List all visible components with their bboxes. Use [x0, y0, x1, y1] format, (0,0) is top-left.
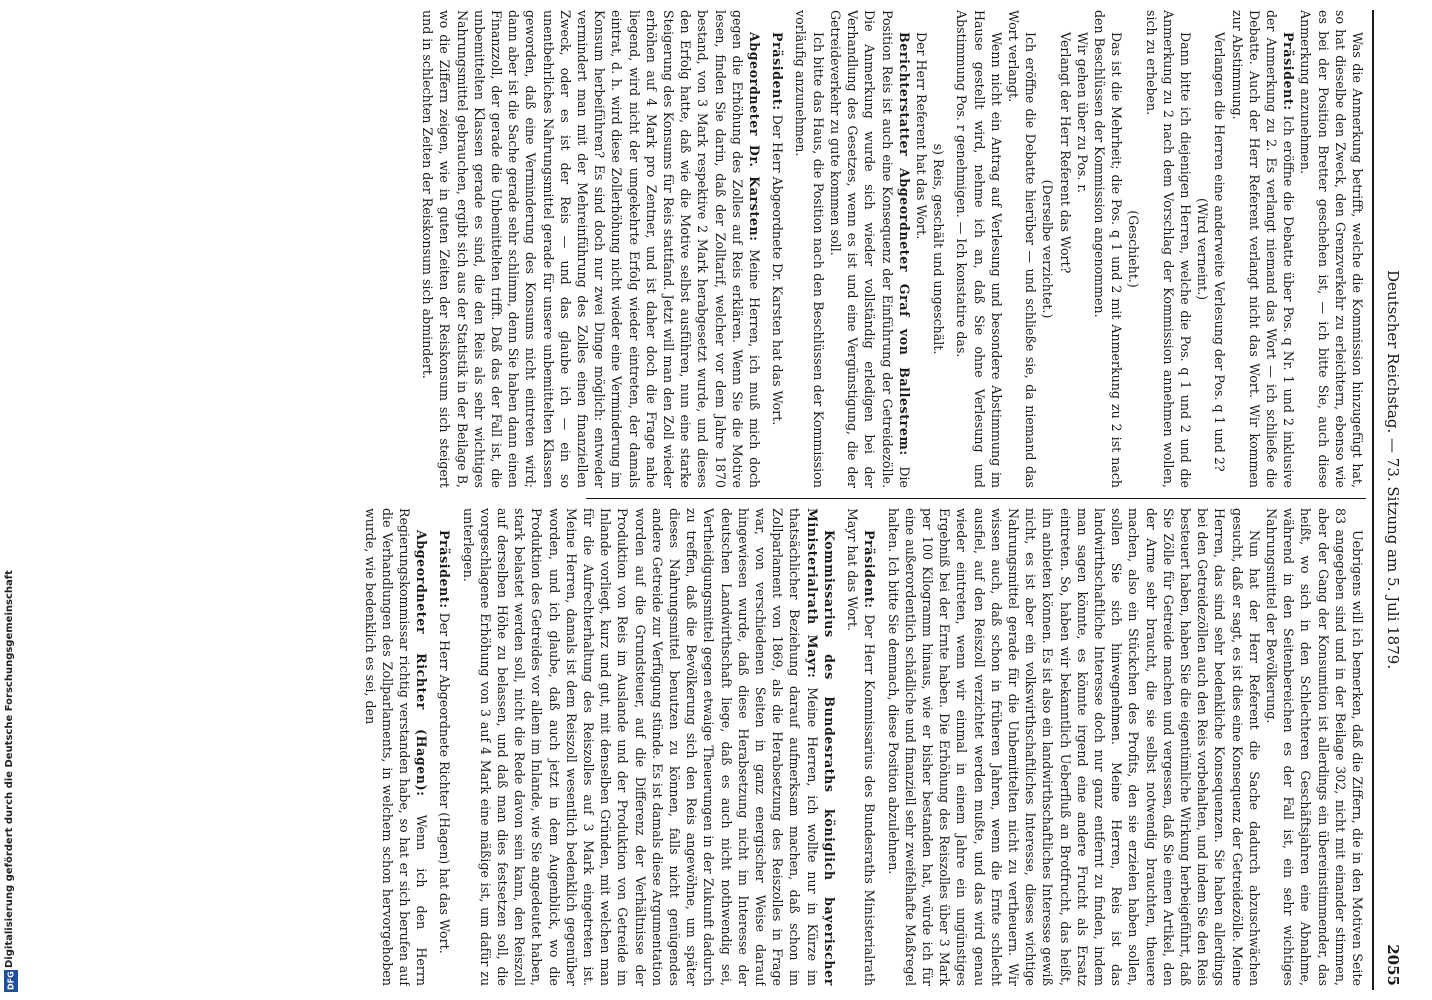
- speech-text: Die Position Reis ist auch eine Konsequenz der Einführung der Getreidezölle. Die Anmerkung wurde sich wieder vollständig erledigen bei der Verhandlung des Gesetzes, wenn es ist und eine Vergünstigung, die der Getreideverkehr zu gute kommen soll.: [827, 10, 912, 488]
- paragraph: [769, 10, 786, 488]
- dfg-logo: DFG: [4, 970, 18, 992]
- paragraph: Dann bitte ich diejenigen Herren, welche die Pos. q 1 und 2 und die Anmerkung zu 2 nach dem Vorschlag der Kommission annehmen wollen, sich zu erheben.: [1143, 10, 1193, 488]
- paragraph: Wir gehen über zu Pos. r.: [1074, 32, 1090, 194]
- speaker-name: Präsident:: [862, 530, 878, 609]
- paragraph: [1228, 10, 1297, 488]
- paragraph: Ich bitte das Haus, die Position nach den Beschlüssen der Kommission vorläufig anzunehmen.: [793, 10, 826, 488]
- paragraph: Verlangt der Herr Referent das Wort?: [1057, 32, 1073, 274]
- stage-direction: (Derselbe verzichtet.): [1040, 179, 1056, 319]
- newspaper-page: [30, 10, 1410, 990]
- stage-direction: (Geschieht.): [1126, 210, 1142, 288]
- paragraph: Wenn nicht ein Antrag auf Verlesung und besondere Abstimmung im Hause gestellt wird, nehme ich an, daß Sie ohne Verlesung und Abstimmung Pos. r genehmigen. — Ich konstatire das.: [954, 10, 1004, 488]
- speech-text: Der Herr Abgeordnete Dr. Karsten hat das Wort.: [770, 110, 786, 426]
- page-header: [1372, 10, 1410, 990]
- speaker-name: Präsident:: [1281, 32, 1297, 111]
- speech-text: Der Herr Kommissarius des Bundesraths Ministerialrath Mayr hat das Wort.: [845, 508, 878, 986]
- speaker-name: Abgeordneter Richter (Hagen):: [414, 530, 430, 797]
- speech-text: Meine Herren, ich muß mich doch gegen die Erhöhung des Zolles auf Reis erklären. Wenn Sie die Motive lesen, finden Sie darin, daß der Zolltarif, welcher vor dem Jahre 1870 bestand, von 3 Mark respektive 2 Mark herabgesetzt wurde, und dieses den Erfolg hatte, daß wie die Motive selbst ausführen, nun eine starke Steigerung des Konsums für Reis stattfand. Jetzt will man den Zoll wieder erhöhen auf 4 Mark pro Zentner, und ist daher doch die Frage nahe liegend, wird nicht der umgekehrte Erfolg wieder eintreten, der damals eintrat, d. h. wird diese Zollerhöhung nicht wieder eine Verminderung im Konsum herbeiführen? Es sind doch nur zwei Dinge möglich: entweder vermindert man mit der Mehreinführung des Zolles einen finanziellen Zweck, oder es ist der Reis — und das glaube ich — ein so unentbehrliches Nahrungsmittel gerade für unsere unbemittelten Klassen geworden, daß eine Verminderung des Konsums nicht eintreten wird; dann aber ist die Sache gerade sehr schlimm, denn Sie haben dann einen Finanzzoll, der gerade die Unbemittelten trifft. Daß das der Fall ist, die unbemittelten Klassen gerade es sind, die den Reis als sehr wichtiges Nahrungsmittel gebrauchen, ergibt sich aus der Statistik in der Beilage B, wo die Ziffern zeigen, wie in guten Zeiten der Reiskonsum sich steigert und in schlechten Zeiten der Reiskonsum sich abmindert.: [420, 10, 763, 488]
- speech-text: Meine Herren, ich wollte nur in Kürze im thatsächlicher Beziehung darauf aufmerksam machen, daß schon im Zollparlament von 1869, als die Herabsetzung des Reiszolles in Frage war, von verschiedenen Seiten in ganz energischer Weise darauf hingewiesen wurde, daß diese Herabsetzung nicht im Interesse der deutschen Landwirthschaft liege, daß es auch nicht nothwendig sei, Vertheidigungsmittel gegen etwaige Theuerungen in der Zukunft dadurch zu treffen, daß die Bevölkerung sich den Reis angewöhne, um später dieses Nahrungsmittel benutzen zu können, falls nicht genügendes andere Getreide zur Verfügung stünde. Es ist damals diese Argumentation worden auf die Grundsteuer, auf die Differenz der Verhältnisse der Produktion von Reis im Auslande und der Produktion von Getreide im Inlande vorliegt, kurz und gut, mit denselben Gründen, mit welchen man für die Aufrechterhaltung des Reiszolles auf 3 Mark eingetreten ist. Meine Herren, damals ist dem Reiszoll wesentlich bedenklich gegenüber worden, und ich glaube, daß auch jetzt in dem Augenblick, wo die Produktion des Getreides vor allem im Inlande, wie Sie angedeutet haben, stark belastet werden soll, nicht die Rede davon sein kann, den Reiszoll auf derselben Höhe zu belassen, und daß man dies festsetzen soll, die vorgeschlagene Erhöhung von 3 auf 4 Mark eine mäßige ist, um dafür zu unterlegen.: [460, 508, 820, 986]
- paragraph: [419, 10, 763, 488]
- speech-text: Wenn ich den Herrn Regierungskommissar richtig verstanden habe, so hat er sich berufen auf die Verhandlungen des Zollparlaments, in welchem schon hervorgehoben wurde, wie bedenklich es sei, den: [362, 508, 430, 986]
- paragraph: Der Herr Referent hat das Wort.: [913, 32, 929, 240]
- page-title: Deutscher Reichstag. — 73. Sitzung am 5. Juli 1879.: [1384, 270, 1402, 670]
- speaker-name: Berichterstatter Abgeordneter Graf von Ballestrem:: [896, 32, 912, 456]
- paragraph: [459, 508, 837, 986]
- paragraph: Was die Anmerkung betrifft, welche die Kommission hinzugefügt hat, so hat dieselbe den Zweck, den Grenzverkehr zu erleichtern, ebenso wie es bei der Position Bretter geschehen ist, — ich bitte Sie, auch diese Anmerkung anzunehmen.: [1298, 10, 1365, 488]
- paragraph: Verlangen die Herren eine anderweite Verlesung der Pos. q 1 und 2?: [1212, 32, 1228, 472]
- paragraph: [827, 10, 913, 488]
- speaker-name: Präsident:: [437, 530, 453, 609]
- speech-text: Ich eröffne die Debatte über Pos. q Nr. 1 und 2 inklusive der Anmerkung zu 2. Es verlangt niemand das Wort — ich schließe die Debatte. Auch der Herr Referent verlangt nicht das Wort. Wir kommen zur Abstimmung.: [1229, 10, 1297, 488]
- paragraph: Ich eröffne die Debatte hierüber — und schließe sie, da niemand das Wort verlangt.: [1005, 10, 1039, 488]
- tariff-item: s) Reis, geschält und ungeschält.: [931, 143, 947, 355]
- speaker-name: Abgeordneter Dr. Karsten:: [747, 32, 763, 242]
- paragraph: Nun hat der Herr Referent die Sache dadurch abzuschwächen gesucht, daß er sagt, es ist dies eine Konsequenz der Getreidezölle. Meine Herren, das sind sehr bedenkliche Konsequenzen. Sie haben allerdings bei den Getreidezöllen auch den Reis vorbehalten, und indem Sie den Reis besteuert haben, haben Sie die eigentümliche Wirkung herbeigeführt, daß Sie Zölle für Getreide machen und vergessen, daß Sie einen Artikel, den der Arme sehr braucht, die sie selbst notwendig brauchten, theuere machen, also ein Stückchen des Profits, den sie erzielen haben sollen, sollen Sie sich hinwegnehmen. Meine Herren, Reis ist das landwirthschaftliche Interesse doch nur ganz entfernt zu finden, indem man sagen könnte, es könnte irgend eine andere Frucht als Ersatz eintreten. So, haben wir bekanntlich Ueberfluß an Brotfrucht, das heißt, ihn anbieten können. Es ist also ein landwirthschaftliches Interesse gewiß nicht, es ist aber ein volkswirthschaftliches Interesse, dieses wichtige Nahrungsmittel gerade für die Unbemittelten nicht zu vertheuern. Wir wissen auch, daß schon in früheren Jahren, wenn die Ernte schlecht ausfiel, auf den Reiszoll verzichtet werden mußte, und das wird genau wieder eintreten, wenn wir einmal in einem Jahre ein ungünstiges Ergebniß bei der Ernte haben. Die Erhöhung des Reiszolles über 3 Mark per 100 Kilogramm hinaus, wie er bisher bestanden hat, würde ich für eine außerordentlich schädliche und finanziell sehr zweifelhafte Maßregel halten. Ich bitte Sie demnach, diese Position abzulehnen.: [885, 508, 1262, 986]
- speaker-name: Kommissarius des Bundesraths königlich bayerischer Ministerialrath Mayr:: [804, 508, 837, 986]
- credit-text: Digitalisierung gefördert durch die Deutsche Forschungsgemeinschaft: [4, 570, 15, 968]
- speech-text: Der Herr Abgeordnete Richter (Hagen) hat das Wort.: [437, 608, 453, 954]
- paragraph: [436, 508, 453, 986]
- paragraph: Uebrigens will ich bemerken, daß die Ziffern, die in den Motiven Seite 83 angegeben sind und in der Beilage 302, nicht mit einander stimmen, aber der Gang der Konsumtion ist allerdings ein übereinstimmender, das heißt, wo sich in den Schlechteren Geschäftsjahren eine Abnahme, während in den Seitenbereichen es der Fall ist, ein sehr wichtiges Nahrungsmittel der Bevölkerung.: [1263, 508, 1365, 986]
- stage-direction: (Wird verneint.): [1195, 197, 1211, 301]
- page-number: 2055: [1384, 944, 1402, 986]
- left-column: [46, 10, 1366, 488]
- digitization-credit: [4, 8, 18, 992]
- column-divider: [586, 498, 1366, 499]
- paragraph: [844, 508, 878, 986]
- right-column: [46, 508, 1366, 986]
- speaker-name: Präsident:: [770, 32, 786, 111]
- paragraph: Das ist die Mehrheit; die Pos. q 1 und 2 mit Anmerkung zu 2 ist nach den Beschlüssen der Kommission angenommen.: [1091, 10, 1125, 488]
- paragraph: [361, 508, 430, 986]
